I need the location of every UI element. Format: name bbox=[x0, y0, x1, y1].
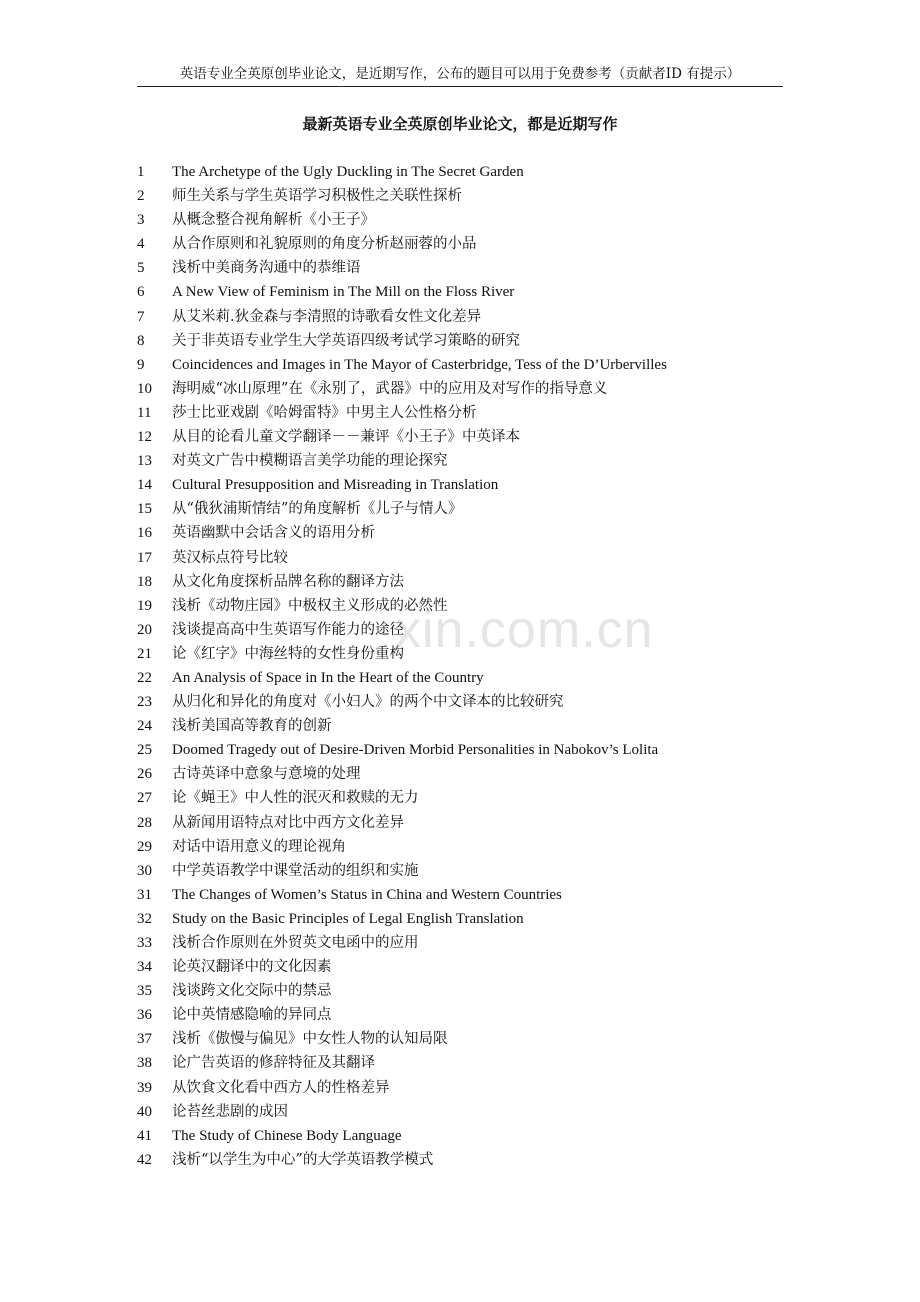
item-number: 16 bbox=[137, 525, 152, 542]
item-number: 15 bbox=[137, 501, 152, 518]
item-number: 22 bbox=[137, 669, 152, 686]
item-number: 17 bbox=[137, 549, 152, 566]
list-item bbox=[137, 1148, 667, 1172]
item-number: 23 bbox=[137, 694, 152, 711]
list-item bbox=[137, 859, 667, 883]
item-title: 从饮食文化看中西方人的性格差异 bbox=[172, 1079, 390, 1096]
list-item bbox=[137, 184, 667, 208]
list-item bbox=[137, 449, 667, 473]
list-item bbox=[137, 979, 667, 1003]
list-item bbox=[137, 738, 667, 762]
item-number: 5 bbox=[137, 260, 145, 277]
list-item bbox=[137, 521, 667, 545]
list-item bbox=[137, 762, 667, 786]
item-title: Cultural Presupposition and Misreading in Translation bbox=[172, 477, 499, 494]
list-item bbox=[137, 594, 667, 618]
item-number: 38 bbox=[137, 1055, 152, 1072]
item-number: 30 bbox=[137, 862, 152, 879]
item-number: 36 bbox=[137, 1007, 152, 1024]
item-number: 13 bbox=[137, 453, 152, 470]
item-number: 35 bbox=[137, 983, 152, 1000]
item-title: A New View of Feminism in The Mill on the Floss River bbox=[172, 284, 515, 301]
list-item bbox=[137, 497, 667, 521]
list-item bbox=[137, 329, 667, 353]
list-item bbox=[137, 473, 667, 497]
item-number: 4 bbox=[137, 236, 145, 253]
list-item bbox=[137, 786, 667, 810]
item-number: 2 bbox=[137, 188, 145, 205]
item-title: 从艾米莉.狄金森与李清照的诗歌看女性文化差异 bbox=[172, 308, 482, 325]
item-number: 25 bbox=[137, 742, 152, 759]
list-item bbox=[137, 931, 667, 955]
item-title: Doomed Tragedy out of Desire-Driven Morbid Personalities in Nabokov’s Lolita bbox=[172, 742, 659, 759]
list-item bbox=[137, 377, 667, 401]
item-number: 27 bbox=[137, 790, 152, 807]
item-title: 古诗英译中意象与意境的处理 bbox=[172, 766, 361, 783]
item-number: 28 bbox=[137, 814, 152, 831]
item-title: 海明威“冰山原理”在《永别了，武器》中的应用及对写作的指导意义 bbox=[172, 380, 608, 397]
list-item bbox=[137, 1051, 667, 1075]
item-title: 英汉标点符号比较 bbox=[172, 549, 288, 566]
item-title: The Changes of Women’s Status in China and Western Countries bbox=[172, 886, 562, 903]
document-title: 最新英语专业全英原创毕业论文，都是近期写作 bbox=[302, 115, 618, 133]
item-title: 中学英语教学中课堂活动的组织和实施 bbox=[172, 862, 419, 879]
list-item bbox=[137, 353, 667, 377]
list-item bbox=[137, 1003, 667, 1027]
list-item bbox=[137, 256, 667, 280]
list-item bbox=[137, 305, 667, 329]
item-title: 论中英情感隐喻的异同点 bbox=[172, 1007, 332, 1024]
list-item bbox=[137, 280, 667, 304]
item-title: 论《红字》中海丝特的女性身份重构 bbox=[172, 645, 404, 662]
item-number: 41 bbox=[137, 1127, 152, 1144]
item-title: An Analysis of Space in In the Heart of the Country bbox=[172, 669, 484, 686]
item-number: 39 bbox=[137, 1079, 152, 1096]
item-title: 莎士比亚戏剧《哈姆雷特》中男主人公性格分析 bbox=[172, 404, 477, 421]
item-title: 从概念整合视角解析《小王子》 bbox=[172, 212, 375, 229]
item-title: 浅析《傲慢与偏见》中女性人物的认知局限 bbox=[172, 1031, 448, 1048]
list-item bbox=[137, 1076, 667, 1100]
list-item bbox=[137, 208, 667, 232]
item-number: 42 bbox=[137, 1151, 152, 1168]
item-number: 10 bbox=[137, 380, 152, 397]
item-number: 3 bbox=[137, 212, 145, 229]
item-number: 11 bbox=[137, 404, 152, 421]
page-header-text: 英语专业全英原创毕业论文，是近期写作，公布的题目可以用于免费参考（贡献者ID 有提示） bbox=[179, 66, 741, 82]
item-number: 29 bbox=[137, 838, 152, 855]
list-item bbox=[137, 546, 667, 570]
item-title: 从文化角度探析品牌名称的翻译方法 bbox=[172, 573, 404, 590]
item-title: 关于非英语专业学生大学英语四级考试学习策略的研究 bbox=[172, 332, 520, 349]
list-item bbox=[137, 1100, 667, 1124]
list-item bbox=[137, 401, 667, 425]
item-title: 从“俄狄浦斯情结”的角度解析《儿子与情人》 bbox=[172, 501, 463, 518]
watermark: xin.com.cn bbox=[395, 601, 654, 659]
item-number: 40 bbox=[137, 1103, 152, 1120]
item-title: The Archetype of the Ugly Duckling in The Secret Garden bbox=[172, 164, 524, 180]
item-title: 浅析中美商务沟通中的恭维语 bbox=[172, 260, 361, 277]
list-item bbox=[137, 425, 667, 449]
item-number: 24 bbox=[137, 718, 152, 735]
item-number: 6 bbox=[137, 284, 145, 301]
item-title: 论苔丝悲剧的成因 bbox=[172, 1103, 288, 1120]
item-number: 12 bbox=[137, 429, 152, 446]
item-title: 对话中语用意义的理论视角 bbox=[172, 838, 346, 855]
topic-list bbox=[137, 160, 667, 1172]
list-item bbox=[137, 570, 667, 594]
item-number: 32 bbox=[137, 910, 152, 927]
item-title: 浅析“以学生为中心”的大学英语教学模式 bbox=[172, 1151, 434, 1168]
item-number: 8 bbox=[137, 332, 145, 349]
list-item bbox=[137, 835, 667, 859]
list-item bbox=[137, 232, 667, 256]
list-item bbox=[137, 666, 667, 690]
item-title: 师生关系与学生英语学习积极性之关联性探析 bbox=[172, 188, 462, 205]
item-title: 浅析美国高等教育的创新 bbox=[172, 718, 332, 735]
item-title: The Study of Chinese Body Language bbox=[172, 1127, 402, 1144]
item-title: 浅析《动物庄园》中极权主义形成的必然性 bbox=[172, 597, 448, 614]
item-number: 20 bbox=[137, 621, 152, 638]
list-item bbox=[137, 883, 667, 907]
item-title: 从新闻用语特点对比中西方文化差异 bbox=[172, 814, 404, 831]
list-item bbox=[137, 907, 667, 931]
item-number: 18 bbox=[137, 573, 152, 590]
list-item bbox=[137, 1124, 667, 1148]
item-title: 论《蝇王》中人性的泯灭和救赎的无力 bbox=[172, 790, 419, 807]
item-title: 浅谈跨文化交际中的禁忌 bbox=[172, 983, 332, 1000]
list-item bbox=[137, 714, 667, 738]
item-title: 英语幽默中会话含义的语用分析 bbox=[172, 525, 375, 542]
item-number: 9 bbox=[137, 356, 145, 373]
item-title: 论广告英语的修辞特征及其翻译 bbox=[172, 1055, 375, 1072]
item-number: 14 bbox=[137, 477, 152, 494]
item-number: 26 bbox=[137, 766, 152, 783]
item-title: Study on the Basic Principles of Legal English Translation bbox=[172, 910, 524, 927]
item-number: 37 bbox=[137, 1031, 152, 1048]
item-title: 对英文广告中模糊语言美学功能的理论探究 bbox=[172, 453, 448, 470]
list-item bbox=[137, 690, 667, 714]
item-title: 从合作原则和礼貌原则的角度分析赵丽蓉的小品 bbox=[172, 236, 477, 253]
item-number: 7 bbox=[137, 308, 145, 325]
list-item bbox=[137, 1027, 667, 1051]
list-item bbox=[137, 618, 667, 642]
item-number: 19 bbox=[137, 597, 152, 614]
item-number: 33 bbox=[137, 935, 152, 951]
list-item bbox=[137, 160, 667, 184]
list-item bbox=[137, 642, 667, 666]
item-title: Coincidences and Images in The Mayor of Casterbridge, Tess of the D’Urbervilles bbox=[172, 356, 667, 373]
item-number: 34 bbox=[137, 959, 152, 976]
list-item bbox=[137, 955, 667, 979]
item-title: 浅析合作原则在外贸英文电函中的应用 bbox=[172, 935, 419, 951]
page-header bbox=[137, 64, 783, 87]
item-number: 1 bbox=[137, 164, 145, 180]
item-title: 从目的论看儿童文学翻译－－兼评《小王子》中英译本 bbox=[172, 429, 520, 446]
list-item bbox=[137, 811, 667, 835]
item-number: 21 bbox=[137, 645, 152, 662]
item-title: 浅谈提高高中生英语写作能力的途径 bbox=[172, 621, 404, 638]
item-title: 从归化和异化的角度对《小妇人》的两个中文译本的比较研究 bbox=[172, 694, 564, 711]
item-title: 论英汉翻译中的文化因素 bbox=[172, 959, 332, 976]
item-number: 31 bbox=[137, 886, 152, 903]
